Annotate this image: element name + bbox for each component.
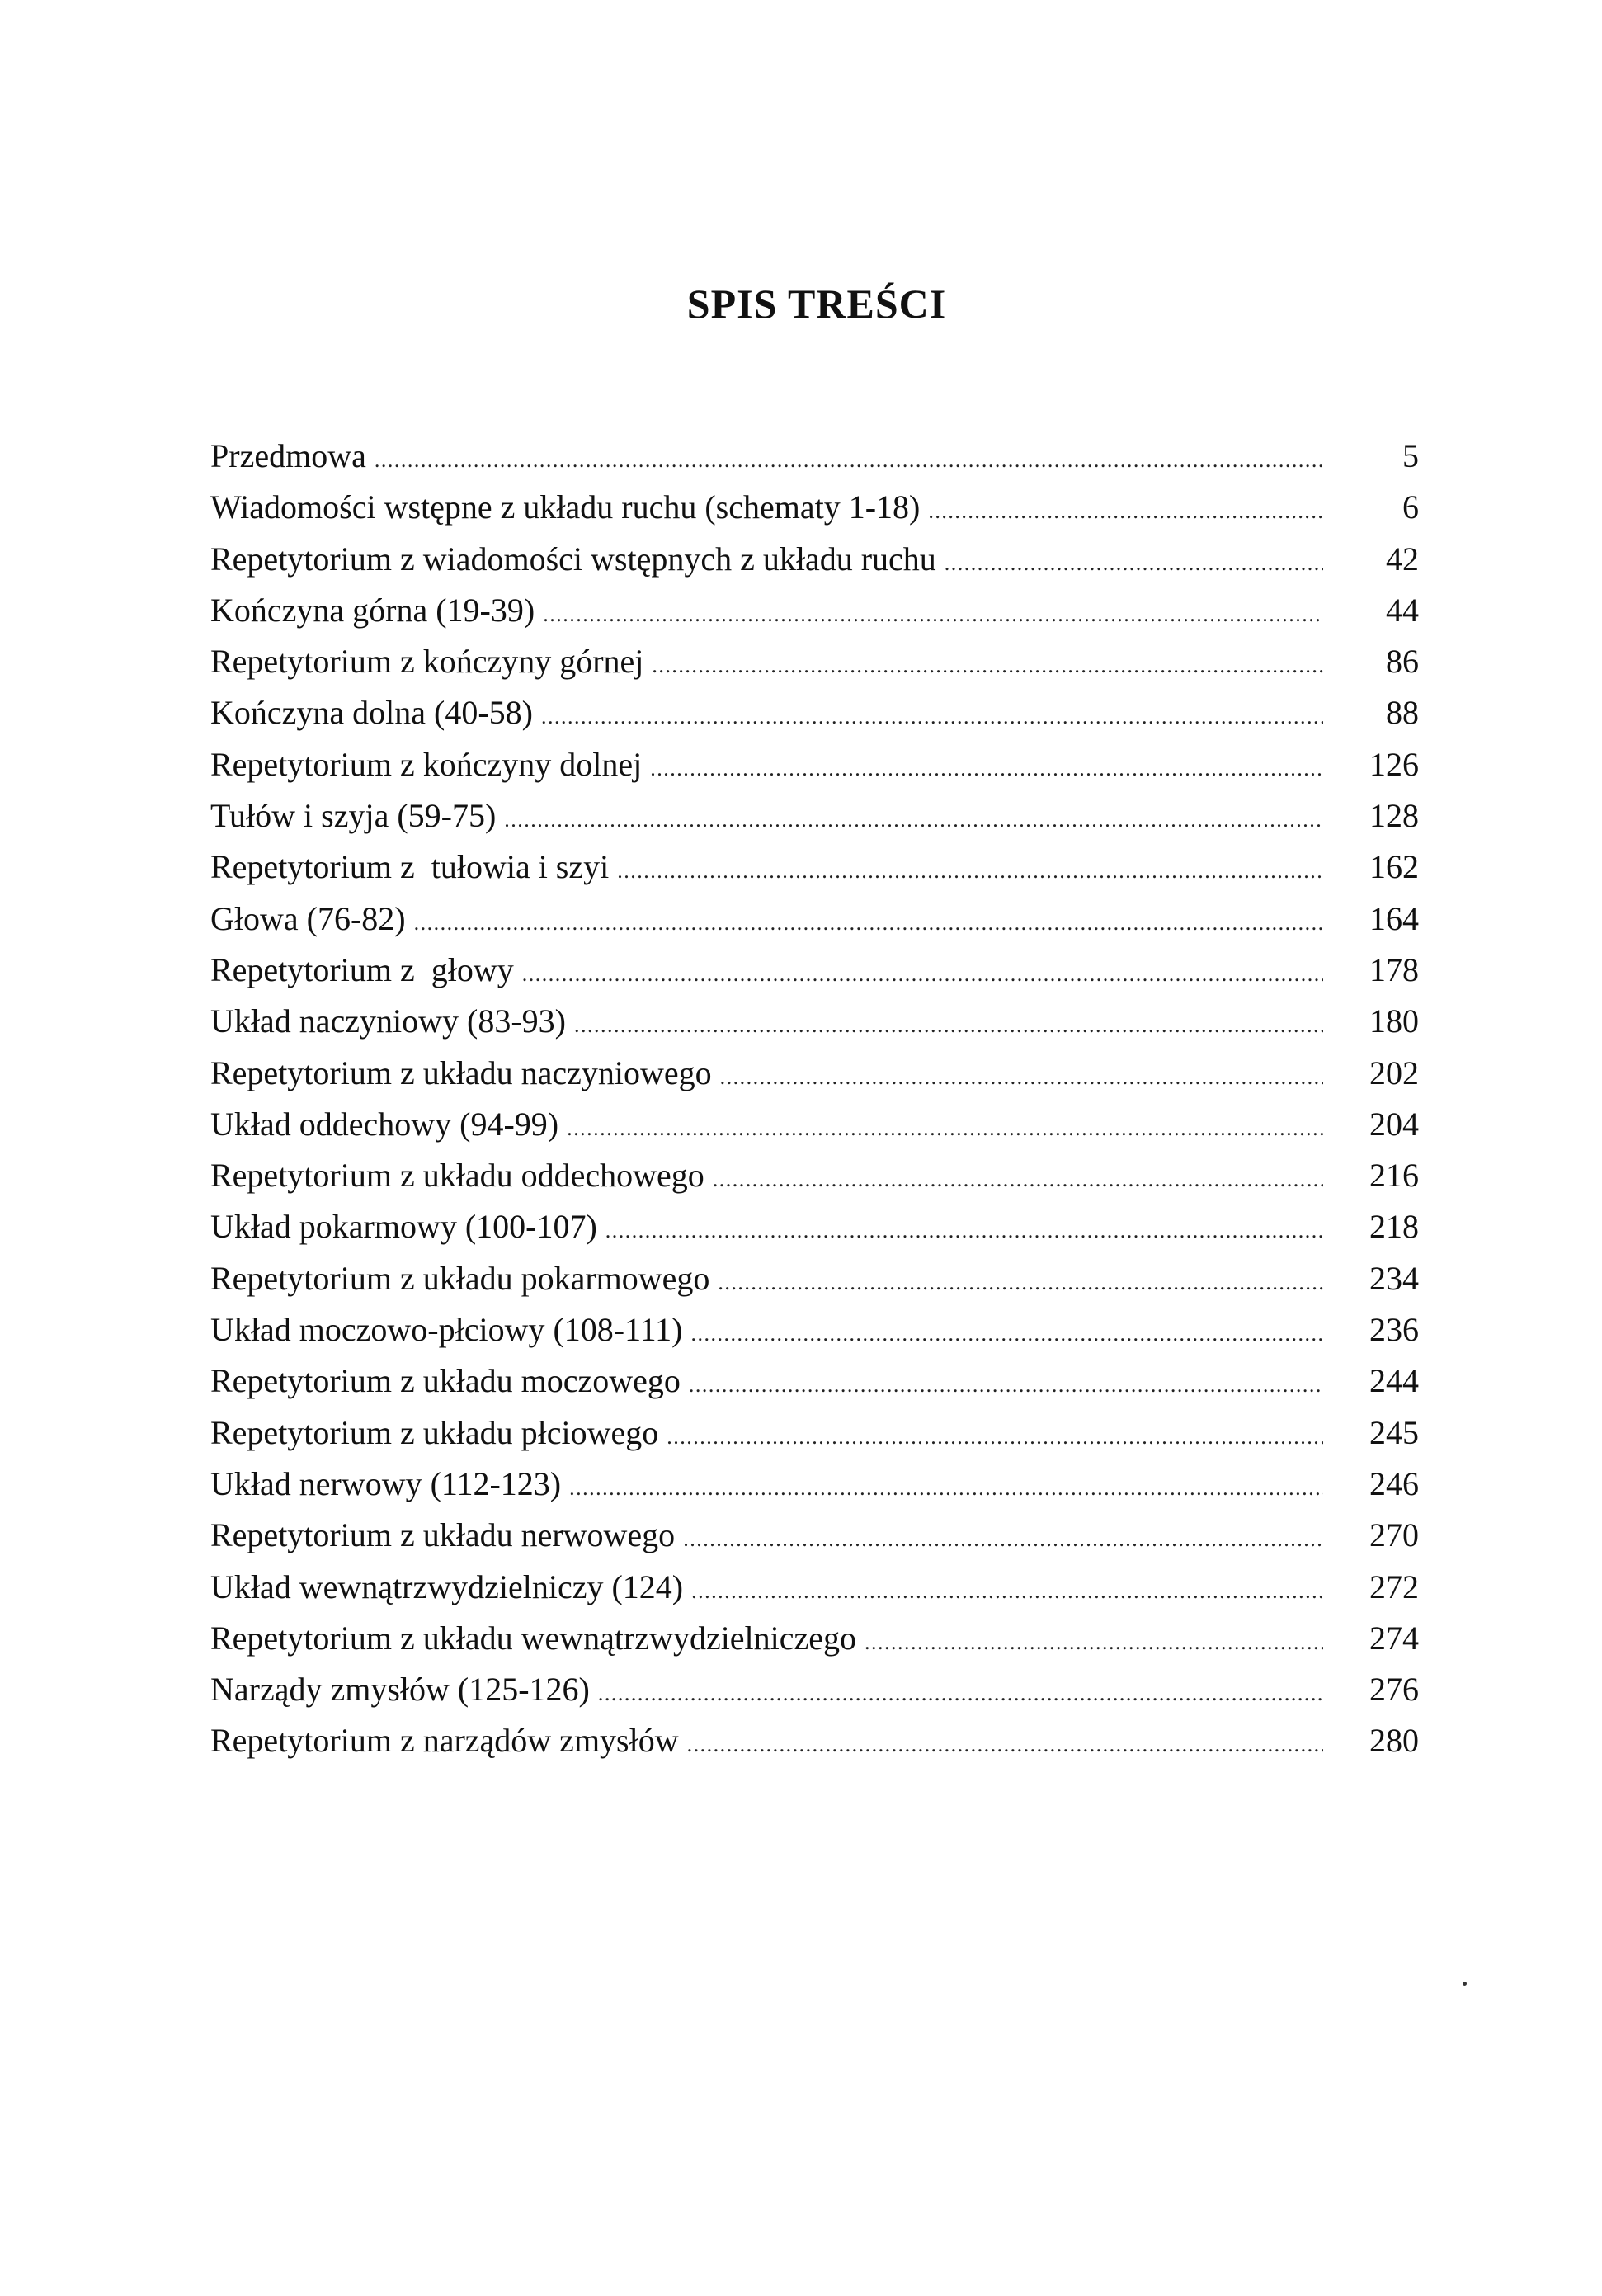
toc-entry-label: Repetytorium z tułowia i szyi xyxy=(210,848,610,886)
toc-entry-page-number: 88 xyxy=(1386,694,1419,732)
toc-entry xyxy=(210,431,1419,482)
toc-entry xyxy=(210,687,1419,738)
toc-dot-leader xyxy=(928,486,1323,537)
toc-dot-leader xyxy=(504,794,1323,846)
toc-entry-page-number: 270 xyxy=(1369,1516,1419,1554)
toc-entry-label: Wiadomości wstępne z układu ruchu (schematy 1-18) xyxy=(210,488,921,526)
toc-dot-leader xyxy=(541,691,1323,743)
toc-entry xyxy=(210,790,1419,842)
toc-entry-label: Tułów i szyja (59-75) xyxy=(210,797,497,835)
toc-entry xyxy=(210,842,1419,893)
toc-dot-leader xyxy=(667,1412,1323,1463)
toc-entry xyxy=(210,1150,1419,1201)
toc-dot-leader xyxy=(690,1308,1323,1360)
toc-dot-leader xyxy=(567,1103,1323,1154)
toc-entry xyxy=(210,893,1419,945)
toc-dot-leader xyxy=(718,1257,1323,1308)
toc-entry xyxy=(210,482,1419,533)
toc-entry-label: Repetytorium z układu płciowego xyxy=(210,1413,659,1451)
table-of-contents xyxy=(210,431,1419,1767)
toc-entry-label: Układ oddechowy (94-99) xyxy=(210,1105,559,1143)
toc-entry xyxy=(210,1715,1419,1766)
toc-entry-page-number: 245 xyxy=(1369,1413,1419,1451)
toc-entry-label: Repetytorium z układu nerwowego xyxy=(210,1516,676,1554)
toc-entry xyxy=(210,636,1419,687)
toc-entry-page-number: 236 xyxy=(1369,1311,1419,1349)
toc-dot-leader xyxy=(650,743,1323,794)
toc-entry-label: Kończyna górna (19-39) xyxy=(210,591,535,629)
toc-dot-leader xyxy=(683,1514,1323,1565)
toc-dot-leader xyxy=(414,898,1323,949)
toc-entry xyxy=(210,1562,1419,1613)
toc-entry-label: Narządy zmysłów (125-126) xyxy=(210,1671,590,1709)
toc-entry-page-number: 5 xyxy=(1402,437,1419,474)
toc-entry xyxy=(210,996,1419,1047)
toc-entry-page-number: 216 xyxy=(1369,1157,1419,1195)
toc-entry-label: Repetytorium z narządów zmysłów xyxy=(210,1722,679,1760)
toc-entry-page-number: 44 xyxy=(1386,591,1419,629)
toc-entry-page-number: 280 xyxy=(1369,1722,1419,1760)
toc-entry-page-number: 272 xyxy=(1369,1568,1419,1605)
toc-entry xyxy=(210,1304,1419,1355)
toc-entry xyxy=(210,1459,1419,1510)
toc-dot-leader xyxy=(691,1566,1323,1617)
toc-entry-label: Układ naczyniowy (83-93) xyxy=(210,1002,566,1040)
toc-entry xyxy=(210,1048,1419,1099)
toc-entry-page-number: 218 xyxy=(1369,1208,1419,1246)
toc-entry-label: Repetytorium z układu oddechowego xyxy=(210,1157,704,1195)
toc-entry-page-number: 202 xyxy=(1369,1054,1419,1091)
toc-dot-leader xyxy=(617,846,1323,897)
toc-entry-label: Repetytorium z głowy xyxy=(210,950,514,988)
toc-entry xyxy=(210,1664,1419,1715)
toc-entry-page-number: 128 xyxy=(1369,797,1419,835)
toc-dot-leader xyxy=(522,949,1323,1000)
toc-dot-leader xyxy=(574,1000,1323,1051)
toc-dot-leader xyxy=(720,1052,1323,1103)
toc-dot-leader xyxy=(713,1154,1323,1205)
toc-entry xyxy=(210,1407,1419,1459)
toc-entry-label: Układ wewnątrzwydzielniczy (124) xyxy=(210,1568,684,1605)
toc-entry-page-number: 86 xyxy=(1386,643,1419,681)
toc-entry-page-number: 42 xyxy=(1386,540,1419,578)
toc-dot-leader xyxy=(569,1463,1323,1514)
toc-dot-leader xyxy=(945,538,1323,589)
toc-dot-leader xyxy=(543,589,1323,640)
toc-entry-label: Kończyna dolna (40-58) xyxy=(210,694,533,732)
toc-dot-leader xyxy=(865,1617,1323,1668)
toc-entry-label: Repetytorium z układu moczowego xyxy=(210,1362,681,1400)
toc-entry-page-number: 244 xyxy=(1369,1362,1419,1400)
toc-entry xyxy=(210,945,1419,996)
toc-entry-page-number: 276 xyxy=(1369,1671,1419,1709)
toc-entry-label: Układ moczowo-płciowy (108-111) xyxy=(210,1311,683,1349)
scan-speck xyxy=(1463,1982,1467,1986)
toc-entry-page-number: 178 xyxy=(1369,950,1419,988)
toc-entry xyxy=(210,739,1419,790)
toc-entry xyxy=(210,1613,1419,1664)
toc-entry xyxy=(210,1099,1419,1150)
toc-entry-label: Repetytorium z układu wewnątrzwydzielniczego xyxy=(210,1619,857,1657)
toc-dot-leader xyxy=(375,435,1323,486)
toc-entry-label: Głowa (76-82) xyxy=(210,899,406,937)
toc-dot-leader xyxy=(598,1668,1323,1719)
toc-entry-label: Repetytorium z kończyny górnej xyxy=(210,643,644,681)
toc-entry-label: Repetytorium z układu pokarmowego xyxy=(210,1259,710,1297)
toc-entry-page-number: 234 xyxy=(1369,1259,1419,1297)
toc-entry xyxy=(210,585,1419,636)
toc-entry xyxy=(210,1201,1419,1252)
toc-entry-page-number: 6 xyxy=(1402,488,1419,526)
toc-entry-page-number: 164 xyxy=(1369,899,1419,937)
page-title: SPIS TREŚCI xyxy=(686,281,947,327)
toc-dot-leader xyxy=(687,1719,1323,1770)
toc-entry-label: Przedmowa xyxy=(210,437,366,474)
toc-entry-page-number: 162 xyxy=(1369,848,1419,886)
toc-dot-leader xyxy=(689,1360,1323,1411)
toc-entry-label: Repetytorium z kończyny dolnej xyxy=(210,745,643,783)
toc-dot-leader xyxy=(605,1205,1323,1256)
toc-entry-page-number: 204 xyxy=(1369,1105,1419,1143)
toc-entry xyxy=(210,1510,1419,1561)
toc-entry-page-number: 180 xyxy=(1369,1002,1419,1040)
toc-entry-label: Układ pokarmowy (100-107) xyxy=(210,1208,597,1246)
toc-entry-page-number: 274 xyxy=(1369,1619,1419,1657)
toc-entry xyxy=(210,1355,1419,1407)
toc-entry-label: Układ nerwowy (112-123) xyxy=(210,1464,562,1502)
toc-entry xyxy=(210,534,1419,585)
toc-dot-leader xyxy=(652,640,1323,691)
toc-entry-page-number: 246 xyxy=(1369,1464,1419,1502)
toc-entry xyxy=(210,1253,1419,1304)
toc-entry-label: Repetytorium z wiadomości wstępnych z układu ruchu xyxy=(210,540,936,578)
toc-entry-label: Repetytorium z układu naczyniowego xyxy=(210,1054,712,1091)
toc-entry-page-number: 126 xyxy=(1369,745,1419,783)
